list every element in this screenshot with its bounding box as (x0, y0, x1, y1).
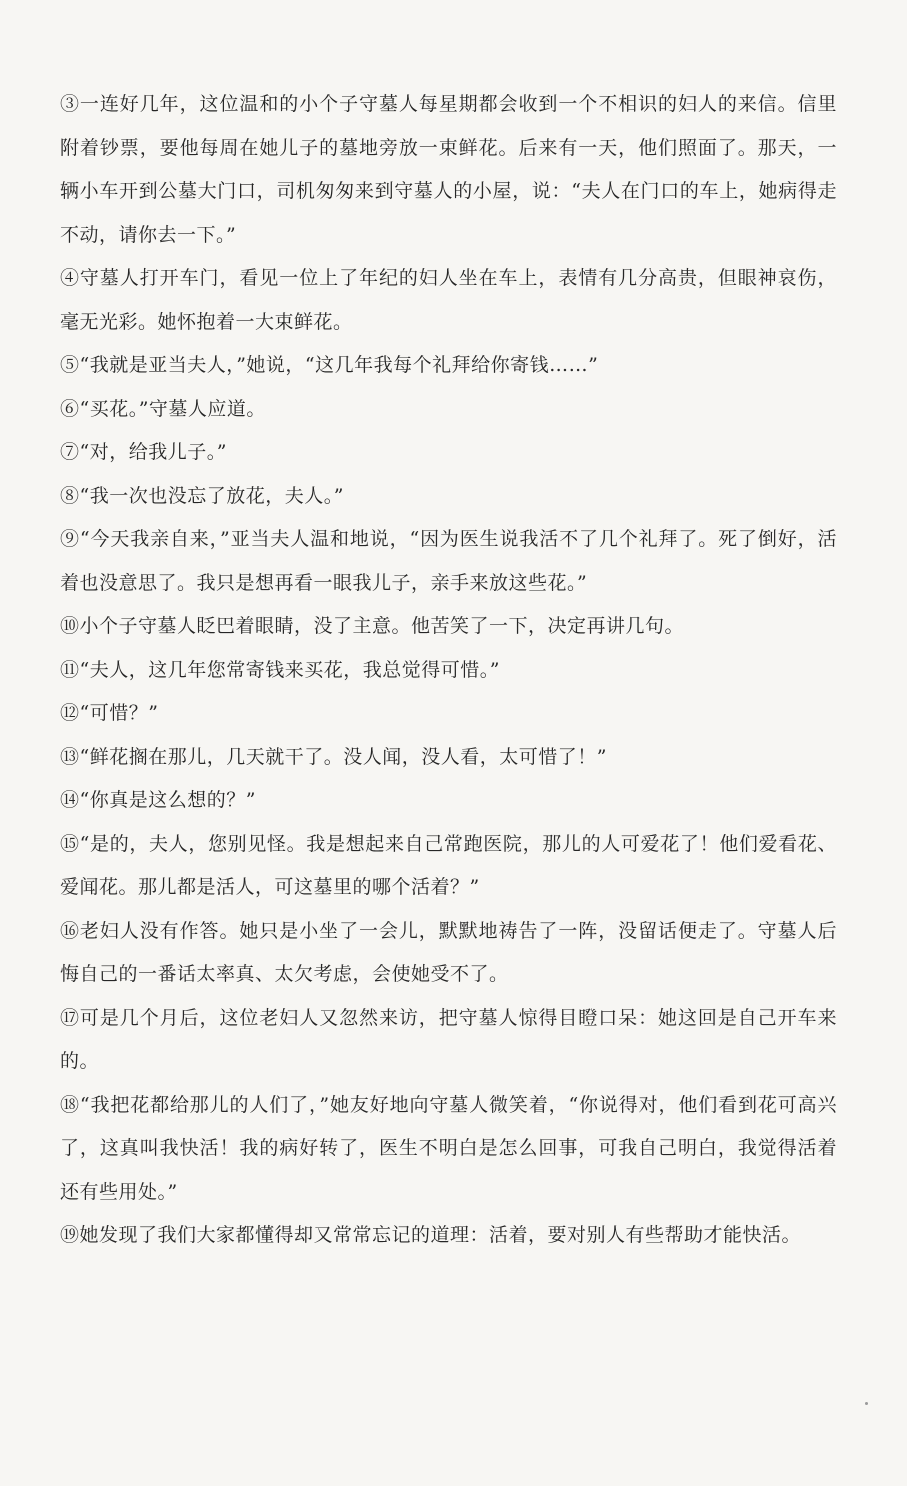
paragraph-11: ⑪“夫人，这几年您常寄钱来买花，我总觉得可惜。” (60, 658, 500, 681)
scan-speck (865, 1402, 868, 1405)
paragraph-19: ⑲她发现了我们大家都懂得却又常常忘记的道理：活着，要对别人有些帮助才能快活。 (60, 1224, 802, 1246)
paragraph-13: ⑬“鲜花搁在那儿，几天就干了。没人闻，没人看，太可惜了！” (60, 745, 607, 768)
paragraph-17: ⑰可是几个月后，这位老妇人又忽然来访，把守墓人惊得目瞪口呆：她这回是自己开车来的。 (60, 1006, 837, 1072)
paragraph-15: ⑮“是的，夫人，您别见怪。我是想起来自己常跑医院，那儿的人可爱花了！他们爱看花、爱闻花。那儿都是活人，可这墓里的哪个活着？” (60, 832, 837, 898)
paragraph-18: ⑱“我把花都给那儿的人们了，”她友好地向守墓人微笑着，“你说得对，他们看到花可高兴了，这真叫我快活！我的病好转了，医生不明白是怎么回事，可我自己明白，我觉得活着还有些用处。” (60, 1093, 837, 1203)
paragraph-5: ⑤“我就是亚当夫人，”她说，“这几年我每个礼拜给你寄钱……” (60, 354, 599, 376)
paragraph-7: ⑦“对，给我儿子。” (60, 441, 227, 463)
paragraph-6: ⑥“买花。”守墓人应道。 (60, 397, 266, 420)
paragraph-10: ⑩小个子守墓人眨巴着眼睛，没了主意。他苦笑了一下，决定再讲几句。 (60, 615, 685, 637)
paragraph-4: ④守墓人打开车门，看见一位上了年纪的妇人坐在车上，表情有几分高贵，但眼神哀伤，毫无光彩。她怀抱着一大束鲜花。 (60, 267, 837, 333)
paragraph-8: ⑧“我一次也没忘了放花，夫人。” (60, 484, 344, 507)
paragraph-12: ⑫“可惜？” (60, 702, 159, 724)
paragraph-14: ⑭“你真是这么想的？” (60, 789, 256, 811)
paragraph-9: ⑨“今天我亲自来，”亚当夫人温和地说，“因为医生说我活不了几个礼拜了。死了倒好，活着也没意思了。我只是想再看一眼我儿子，亲手来放这些花。” (60, 528, 837, 594)
paragraph-16: ⑯老妇人没有作答。她只是小坐了一会儿，默默地祷告了一阵，没留话便走了。守墓人后悔自己的一番话太率真、太欠考虑，会使她受不了。 (60, 919, 837, 985)
paragraph-3: ③一连好几年，这位温和的小个子守墓人每星期都会收到一个不相识的妇人的来信。信里附着钞票，要他每周在她儿子的墓地旁放一束鲜花。后来有一天，他们照面了。那天，一辆小车开到公墓大门口，司机匆匆来到守墓人的小屋，说：“夫人在门口的车上，她病得走不动，请你去一下。” (60, 93, 837, 246)
